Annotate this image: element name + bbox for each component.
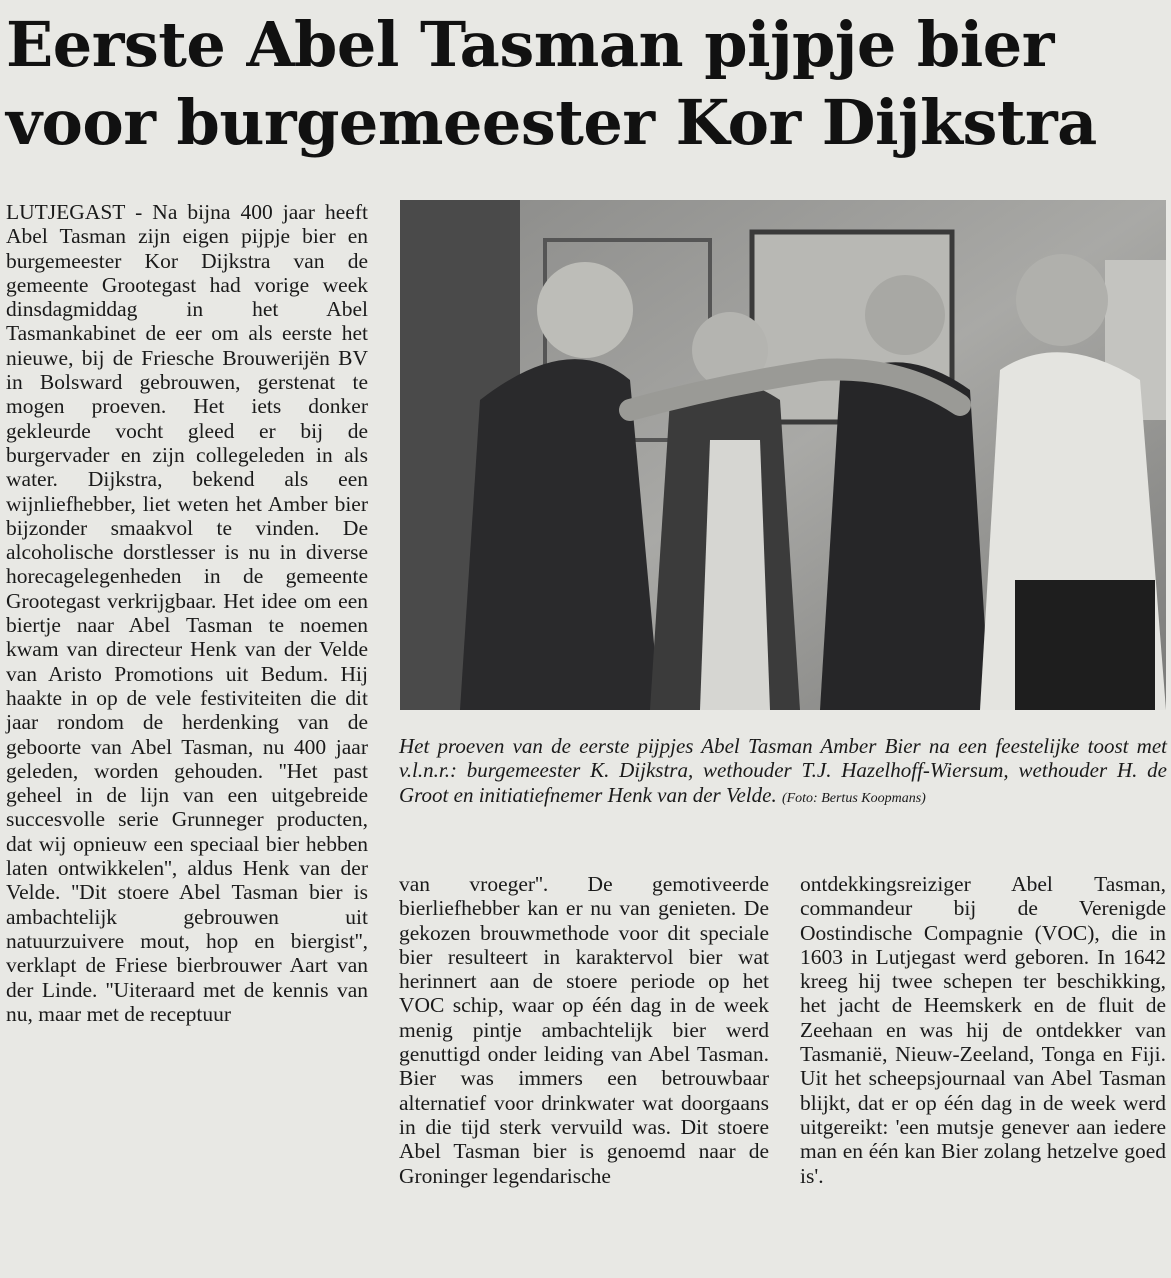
news-photo <box>400 200 1166 710</box>
headline <box>6 6 1166 162</box>
photo-illustration <box>400 200 1166 710</box>
photo-credit: (Foto: Bertus Koopmans) <box>781 790 926 806</box>
article-column-1: LUTJEGAST - Na bijna 400 jaar heeft Abel Tasman zijn eigen pijpje bier en burgemeester Kor Dijkstra van de gemeente Grootegast had vorige week dinsdagmiddag in het Abel Tasmankabinet de eer om als eerste het nieuwe, bij de Friesche Brouwerijën BV in Bolsward gebrouwen, gerstenat te mogen proeven. Het iets donker gekleurde vocht gleed er bij de burgervader en zijn collegeleden in als water. Dijkstra, bekend als een wijnliefhebber, liet weten het Amber bier bijzonder smaakvol te vinden. De alcoholische dorstlesser is nu in diverse horecagelegenheden in de gemeente Grootegast verkrijgbaar. Het idee om een biertje naar Abel Tasman te noemen kwam van directeur Henk van der Velde van Aristo Promotions uit Bedum. Hij haakte in op de vele festiviteiten die dit jaar rondom de herdenking van de geboorte van Abel Tasman, nu 400 jaar geleden, worden gehouden. ''Het past geheel in de lijn van een uitgebreide succesvolle serie Grunneger producten, dat wij opnieuw een speciaal bier hebben laten ontwikkelen'', aldus Henk van der Velde. ''Dit stoere Abel Tasman bier is ambachtelijk gebrouwen uit natuurzuivere mout, hop en biergist'', verklapt de Friese bierbrouwer Aart van der Linde. ''Uiteraard met de kennis van nu, maar met de receptuur <box>6 200 368 1026</box>
photo-caption <box>399 734 1167 811</box>
headline-line-1: Eerste Abel Tasman pijpje bier <box>6 8 1054 81</box>
headline-line-2: voor burgemeester Kor Dijkstra <box>6 86 1097 159</box>
article-column-3: ontdekkingsreiziger Abel Tasman, commandeur bij de Verenigde Oostindische Compagnie (VOC), die in 1603 in Lutjegast werd geboren. In 1642 kreeg hij twee schepen ter beschikking, het jacht de Heemskerk en de fluit de Zeehaan en was hij de ontdekker van Tasmanië, Nieuw-Zeeland, Tonga en Fiji. Uit het scheepsjournaal van Abel Tasman blijkt, dat er op één dag in de week werd uitgereikt: 'een mutsje genever aan iedere man en één kan Bier zolang hetzelve goed is'. <box>800 872 1166 1188</box>
caption-text: Het proeven van de eerste pijpjes Abel Tasman Amber Bier na een feestelijke toost met v.l.n.r.: burgemeester K. Dijkstra, wethouder T.J. Hazelhoff-Wiersum, wethouder H. de Groot en initiatiefnemer Henk van der Velde. <box>399 734 1167 807</box>
article-column-2: van vroeger''. De gemotiveerde bierliefhebber kan er nu van genieten. De gekozen brouwmethode voor dit speciale bier resulteert in karaktervol bier wat herinnert aan de stoere periode op het VOC schip, waar op één dag in de week menig pintje ambachtelijk bier werd genuttigd onder leiding van Abel Tasman. Bier was immers een betrouwbaar alternatief voor drinkwater wat doorgaans in die tijd sterk vervuild was. Dit stoere Abel Tasman bier is genoemd naar de Groninger legendarische <box>399 872 769 1188</box>
